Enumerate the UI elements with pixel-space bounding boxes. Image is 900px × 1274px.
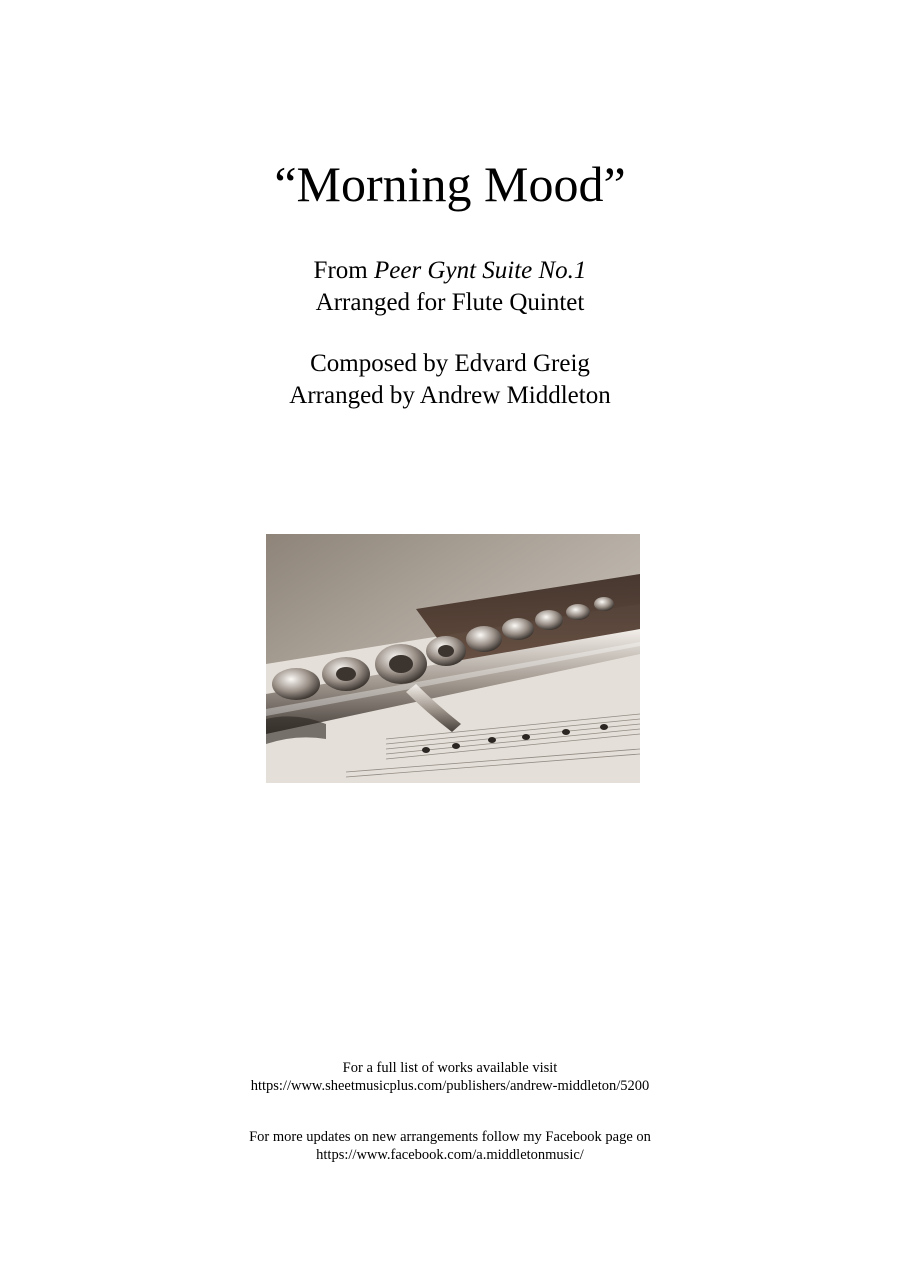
work-info	[0, 255, 900, 319]
facebook-text: For more updates on new arrangements follow my Facebook page on	[249, 1129, 651, 1145]
composer-line: Composed by Edvard Greig	[310, 350, 590, 377]
works-notice	[0, 1059, 900, 1095]
source-work-title: Peer Gynt Suite No.1	[373, 257, 587, 284]
facebook-notice	[0, 1128, 900, 1164]
source-work-line	[0, 255, 900, 287]
works-text: For a full list of works available visit	[342, 1060, 558, 1076]
score-title: “Morning Mood”	[274, 156, 626, 212]
from-prefix: From	[313, 257, 374, 284]
arrangement-line: Arranged for Flute Quintet	[315, 289, 585, 316]
facebook-url: https://www.facebook.com/a.middletonmusic/	[316, 1147, 584, 1163]
works-url: https://www.sheetmusicplus.com/publishers/andrew-middleton/5200	[250, 1078, 650, 1094]
credits	[0, 348, 900, 412]
flute-on-sheet-music-image	[266, 534, 640, 783]
arranger-line: Arranged by Andrew Middleton	[289, 382, 611, 409]
flute-photo	[266, 534, 640, 783]
